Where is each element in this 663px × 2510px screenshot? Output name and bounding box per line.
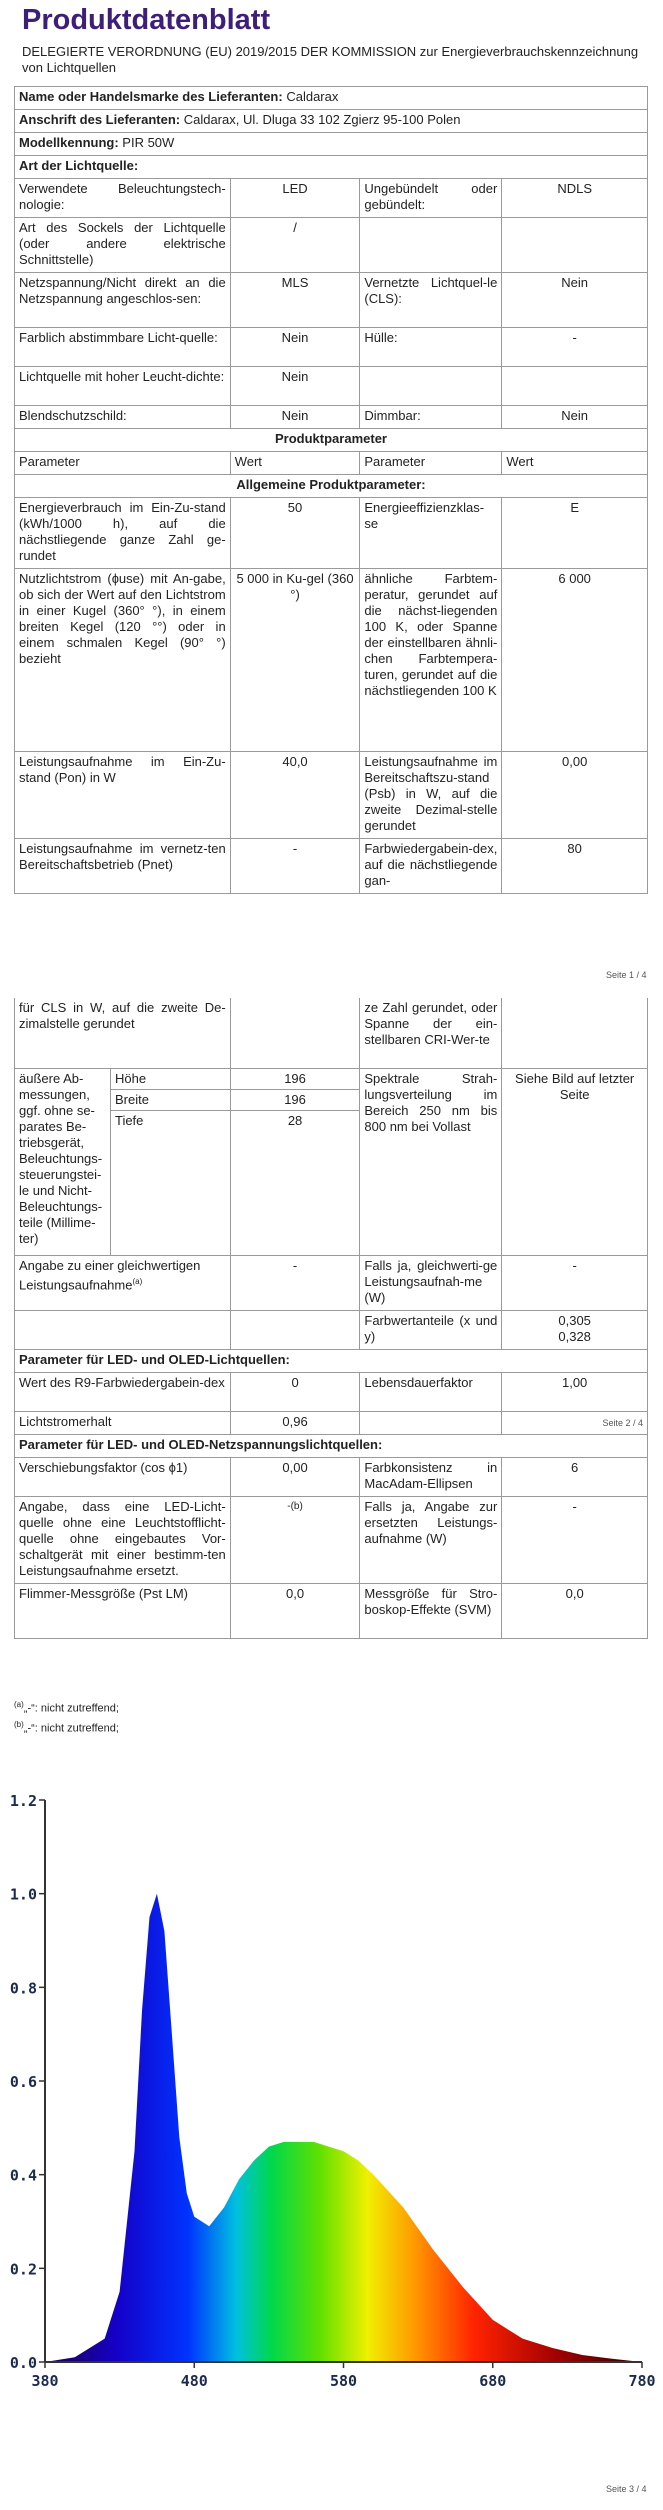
width-value: 196 [230,1090,360,1111]
product-datasheet-table-page1 [14,86,648,894]
section-header-row [15,475,648,498]
cell-value: 6 000 [502,569,648,752]
supplier-address-value: Caldarax, Ul. Dluga 33 102 Zgierz 95-100 Polen [183,112,461,127]
spectral-distribution-label: Spektrale Strah-lungsverteilung im Bereich 250 nm bis 800 nm bei Vollast [360,1069,502,1256]
cell-value: - [230,839,360,894]
x-tick-label: 380 [31,2372,59,2390]
y-tick-label: 0.8 [10,1979,37,1998]
section-header-row [15,429,648,452]
cell-value: 0,0 [502,1584,648,1639]
table-row [15,179,648,218]
col-header-param: Parameter [15,452,231,475]
cell-param: Vernetzte Lichtquel-le (CLS): [360,273,502,328]
light-source-type-label: Art der Lichtquelle: [15,156,648,179]
spectrum-area [45,1894,642,2362]
cell-param: Energieverbrauch im Ein-Zu-stand (kWh/1000 h), auf die nächstliegende ganze Zahl ge-rundet [15,498,231,569]
x-tick-label: 680 [479,2372,507,2390]
cell-param: Ungebündelt oder gebündelt: [360,179,502,218]
table-row [15,498,648,569]
cell-param: Farblich abstimmbare Licht-quelle: [15,328,231,367]
page-title: Produktdatenblatt [22,4,271,36]
table-row [15,218,648,273]
cell-value: E [502,498,648,569]
footnote-a [14,1700,119,1715]
cell-param: Energieeffizienzklas-se [360,498,502,569]
spectral-distribution-value: Siehe Bild auf letzter Seite [502,1069,648,1256]
cell-param: Dimmbar: [360,406,502,429]
y-tick-label: 0.2 [10,2260,37,2279]
cell-param: Lichtstromerhalt [15,1412,231,1435]
section-header-row [15,1435,648,1458]
chroma-y: 0,328 [558,1329,591,1344]
table-row [15,1584,648,1639]
cell-value: NDLS [502,179,648,218]
general-params-header: Allgemeine Produktparameter: [15,475,648,498]
x-tick-label: 580 [329,2372,358,2390]
led-params-header: Parameter für LED- und OLED-Lichtquellen: [15,1350,648,1373]
cell-value: LED [230,179,360,218]
cell-value: Nein [230,367,360,406]
cell-value: 0,0 [230,1584,360,1639]
cell-param: Flimmer-Messgröße (Pst LM) [15,1584,231,1639]
table-row [15,752,648,839]
cell-value [502,367,648,406]
cell-param: Angabe zu einer gleichwertigen Leistungsaufnahme [19,1258,201,1293]
cell-value: - [502,328,648,367]
supplier-name-value: Caldarax [286,89,339,104]
page-number: Seite 1 / 4 [606,970,647,980]
page-number: Seite 2 / 4 [602,1418,643,1428]
cell-value: - [502,1497,648,1584]
cell-value: Nein [502,273,648,328]
model-label: Modellkennung: [19,135,119,150]
table-row [15,328,648,367]
cell-value: Nein [230,328,360,367]
y-tick-label: 1.2 [10,1792,37,1810]
cell-param: Hülle: [360,328,502,367]
cell-value: 80 [502,839,648,894]
cell-value: Nein [502,406,648,429]
table-row [15,406,648,429]
depth-label: Tiefe [110,1111,230,1256]
section-header-row [15,1350,648,1373]
spectral-distribution-chart [10,1782,660,2422]
cell-value: 0,00 [230,1458,360,1497]
cell-value: Nein [230,406,360,429]
supplier-address-row [15,110,648,133]
supplier-address-label: Anschrift des Lieferanten: [19,112,181,127]
cell-param [360,218,502,273]
cell-value: 40,0 [230,752,360,839]
cell-param: Nutzlichtstrom (ɸuse) mit An-gabe, ob sich der Wert auf den Lichtstrom in einer Kugel (360° °), in einem breiten Kegel (120 °°) oder in einem schmalen Kegel (90° °) bezieht [15,569,231,752]
model-value: PIR 50W [122,135,175,150]
cell-value: 5 000 in Ku-gel (360 °) [230,569,360,752]
cell-value: 0,00 [502,752,648,839]
cell-param: Leistungsaufnahme im Ein-Zu-stand (Pon) in W [15,752,231,839]
cell-param: ze Zahl gerundet, oder Spanne der ein-stellbaren CRI-Wer-te [360,998,502,1069]
table-row [15,1412,648,1435]
height-label: Höhe [110,1069,230,1090]
y-tick-label: 0.4 [10,2166,37,2185]
table-row [15,1458,648,1497]
column-header-row [15,452,648,475]
cell-param [360,367,502,406]
table-row [15,839,648,894]
table-row [15,367,648,406]
footnote-a-text: „-“: nicht zutreffend; [23,1702,119,1715]
footnote-b-mark: (b) [14,1720,24,1729]
table-row [15,569,648,752]
cell-value: / [230,218,360,273]
cell-value: - [502,1256,648,1311]
product-params-header: Produktparameter [15,429,648,452]
product-datasheet-table-page2 [14,998,648,1639]
y-tick-label: 0.6 [10,2073,37,2091]
cell-value: MLS [230,273,360,328]
cell-value: 0,96 [230,1412,360,1435]
model-row [15,133,648,156]
cell-param: Art des Sockels der Lichtquelle (oder andere elektrische Schnittstelle) [15,218,231,273]
cell-param: Wert des R9-Farbwiedergabein-dex [15,1373,231,1412]
col-header-value: Wert [502,452,648,475]
cell-param: Lebensdauerfaktor [360,1373,502,1412]
table-row [15,1256,648,1311]
footnote-b [14,1720,119,1735]
cell-value: 50 [230,498,360,569]
table-row [15,1497,648,1584]
x-tick-label: 780 [628,2372,656,2390]
plot-area [10,1792,656,2390]
table-row [15,1373,648,1412]
dimensions-row [15,1069,648,1090]
cell-param: ähnliche Farbtem-peratur, gerundet auf die nächst-liegenden 100 K, oder Spanne der einstellbaren ähnli-chen Farbtempera-turen, gerundet auf die nächstliegenden 100 K [360,569,502,752]
mains-params-header: Parameter für LED- und OLED-Netzspannungslichtquellen: [15,1435,648,1458]
x-tick-label: 480 [180,2372,208,2390]
light-source-type-row [15,156,648,179]
chroma-x: 0,305 [558,1313,591,1328]
footnote-mark: (a) [132,1277,143,1286]
cell-param: Verschiebungsfaktor (cos ϕ1) [15,1458,231,1497]
height-value: 196 [230,1069,360,1090]
footnote-b-text: „-“: nicht zutreffend; [23,1722,119,1735]
cell-param: Messgröße für Stro-boskop-Effekte (SVM) [360,1584,502,1639]
cell-value: 0 [230,1373,360,1412]
cell-param: Farbkonsistenz in MacAdam-Ellipsen [360,1458,502,1497]
cell-value: - [230,1256,360,1311]
dimensions-label: äußere Ab-messungen, ggf. ohne se-parates Be-triebsgerät, Beleuchtungs-steuerungstei-le und Nicht-Beleuchtungs-teile (Millime-ter) [15,1069,111,1256]
cell-value: -(b) [230,1497,360,1584]
width-label: Breite [110,1090,230,1111]
cell-param: Farbwertanteile (x und y) [360,1311,502,1350]
cell-param: Farbwiedergabein-dex, auf die nächstliegende gan- [360,839,502,894]
cell-value: 6 [502,1458,648,1497]
cell-param: Leistungsaufnahme im vernetz-ten Bereitschaftsbetrieb (Pnet) [15,839,231,894]
cell-param: Lichtquelle mit hoher Leucht-dichte: [15,367,231,406]
cell-param: Netzspannung/Nicht direkt an die Netzspannung angeschlos-sen: [15,273,231,328]
col-header-param: Parameter [360,452,502,475]
cell-param: für CLS in W, auf die zweite De-zimalstelle gerundet [15,998,231,1069]
supplier-name-label: Name oder Handelsmarke des Lieferanten: [19,89,283,104]
table-row [15,273,648,328]
chart-page-number: Seite 3 / 4 [606,2484,647,2494]
cell-value [502,218,648,273]
cell-param: Leistungsaufnahme im Bereitschaftszu-stand (Psb) in W, auf die zweite Dezimal-stelle gerundet [360,752,502,839]
depth-value: 28 [230,1111,360,1256]
y-tick-label: 1.0 [10,1885,37,1904]
table-row [15,998,648,1069]
cell-param: Verwendete Beleuchtungstech-nologie: [15,179,231,218]
col-header-value: Wert [230,452,360,475]
table-row [15,1311,648,1350]
cell-param: Angabe, dass eine LED-Licht-quelle ohne eine Leuchtstofflicht-quelle ohne eingebautes Vor-schaltgerät mit einer bestimm-ten Leistungsaufnahme ersetzt. [15,1497,231,1584]
regulation-text: DELEGIERTE VERORDNUNG (EU) 2019/2015 DER KOMMISSION zur Energieverbrauchskennzeichnung von Lichtquellen [22,44,639,75]
footnote-a-mark: (a) [14,1700,24,1709]
y-tick-label: 0.0 [10,2354,37,2372]
cell-param: Falls ja, Angabe zur ersetzten Leistungs-aufnahme (W) [360,1497,502,1584]
cell-value: 1,00 [502,1373,648,1412]
cell-param: Falls ja, gleichwerti-ge Leistungsaufnah-me (W) [360,1256,502,1311]
cell-param: Blendschutzschild: [15,406,231,429]
supplier-name-row [15,87,648,110]
